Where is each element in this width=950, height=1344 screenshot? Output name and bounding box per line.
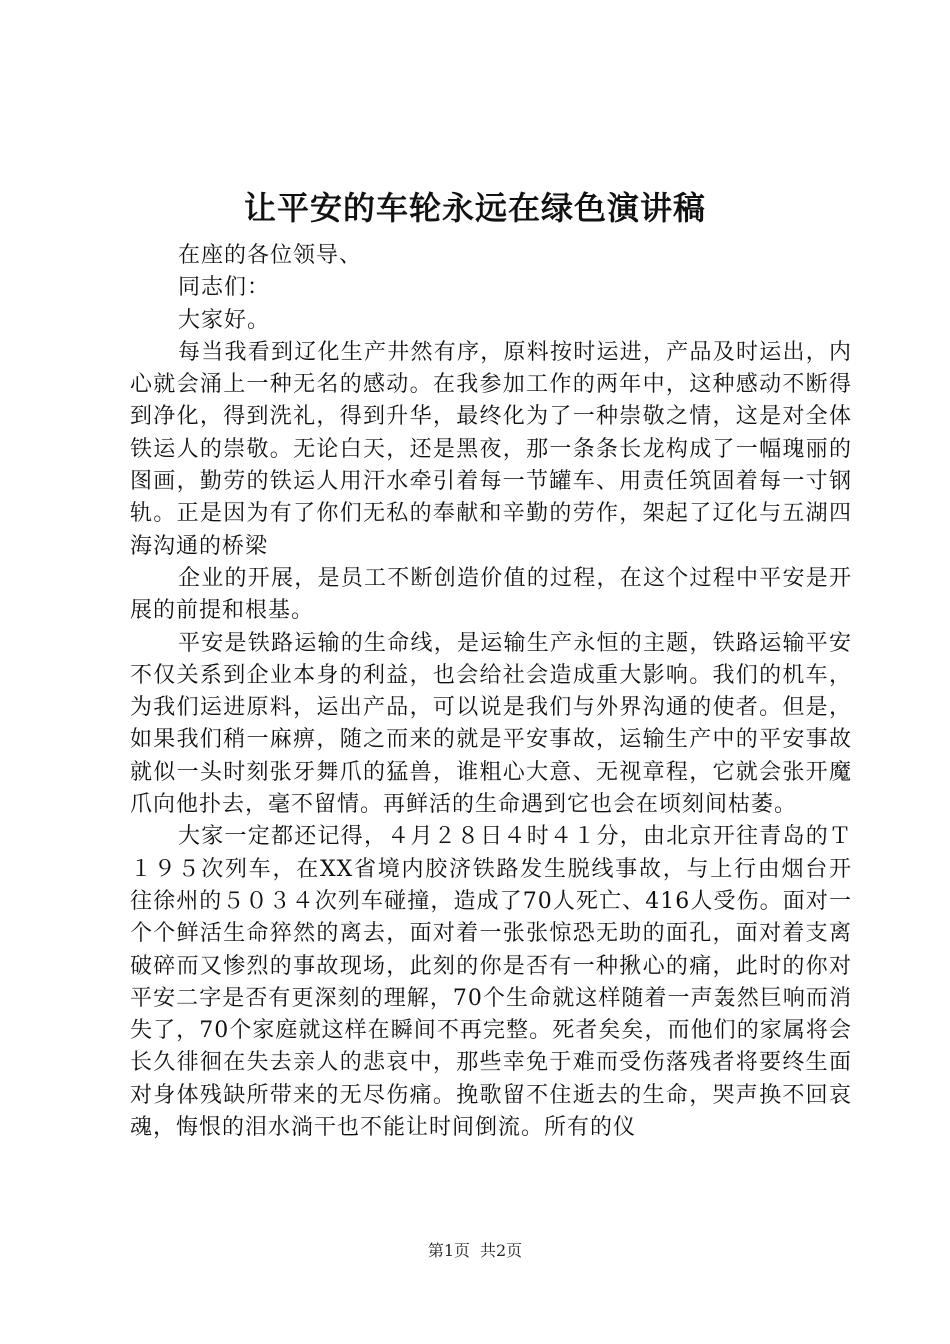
salutation-line: 在座的各位领导、 bbox=[178, 243, 363, 268]
page-total: 共2页 bbox=[480, 1241, 523, 1260]
body-paragraph: 大家一定都还记得，４月２８日４时４１分，由北京开往青岛的Ｔ１９５次列车，在XX省境内胶济铁路发生脱线事故，与上行由烟台开往徐州的５０３４次列车碰撞，造成了70人死亡、416人受伤。面对一个个鲜活生命猝然的离去，面对着一张张惊恐无助的面孔，面对着支离破碎而又惨烈的事故现场，此刻的你是否有一种揪心的痛，此时的你对平安二字是否有更深刻的理解，70个生命就这样随着一声轰然巨响而消失了，70个家庭就这样在瞬间不再完整。死者矣矣，而他们的家属将会长久徘徊在失去亲人的悲哀中，那些幸免于难而受伤落残者将要终生面对身体残缺所带来的无尽伤痛。挽歌留不住逝去的生命，哭声换不回哀魂，悔恨的泪水淌干也不能让时间倒流。所有的仪 bbox=[130, 824, 852, 1141]
document-body bbox=[130, 240, 852, 1144]
body-paragraph: 企业的开展，是员工不断创造价值的过程，在这个过程中平安是开展的前提和根基。 bbox=[130, 565, 852, 624]
body-paragraph: 每当我看到辽化生产井然有序，原料按时运进，产品及时运出，内心就会涌上一种无名的感动。在我参加工作的两年中，这种感动不断得到净化，得到洗礼，得到升华，最终化为了一种崇敬之情，这是对全体铁运人的崇敬。无论白天，还是黑夜，那一条条长龙构成了一幅瑰丽的图画，勤劳的铁运人用汗水牵引着每一节罐车、用责任筑固着每一寸钢轨。正是因为有了你们无私的奉献和辛勤的劳作，架起了辽化与五湖四海沟通的桥梁 bbox=[130, 339, 852, 559]
page-title: 让平安的车轮永远在绿色演讲稿 bbox=[243, 189, 706, 227]
page-number: 第1页 bbox=[427, 1241, 470, 1260]
greeting-line: 大家好。 bbox=[178, 307, 271, 333]
salutation-line: 同志们： bbox=[178, 275, 271, 301]
body-paragraph: 平安是铁路运输的生命线，是运输生产永恒的主题，铁路运输平安不仅关系到企业本身的利益，也会给社会造成重大影响。我们的机车，为我们运进原料，运出产品，可以说是我们与外界沟通的使者。但是，如果我们稍一麻痹，随之而来的就是平安事故，运输生产中的平安事故就似一头时刻张牙舞爪的猛兽，谁粗心大意、无视章程，它就会张开魔爪向他扑去，毫不留情。再鲜活的生命遇到它也会在顷刻间枯萎。 bbox=[130, 630, 852, 818]
page-footer bbox=[0, 1240, 950, 1262]
